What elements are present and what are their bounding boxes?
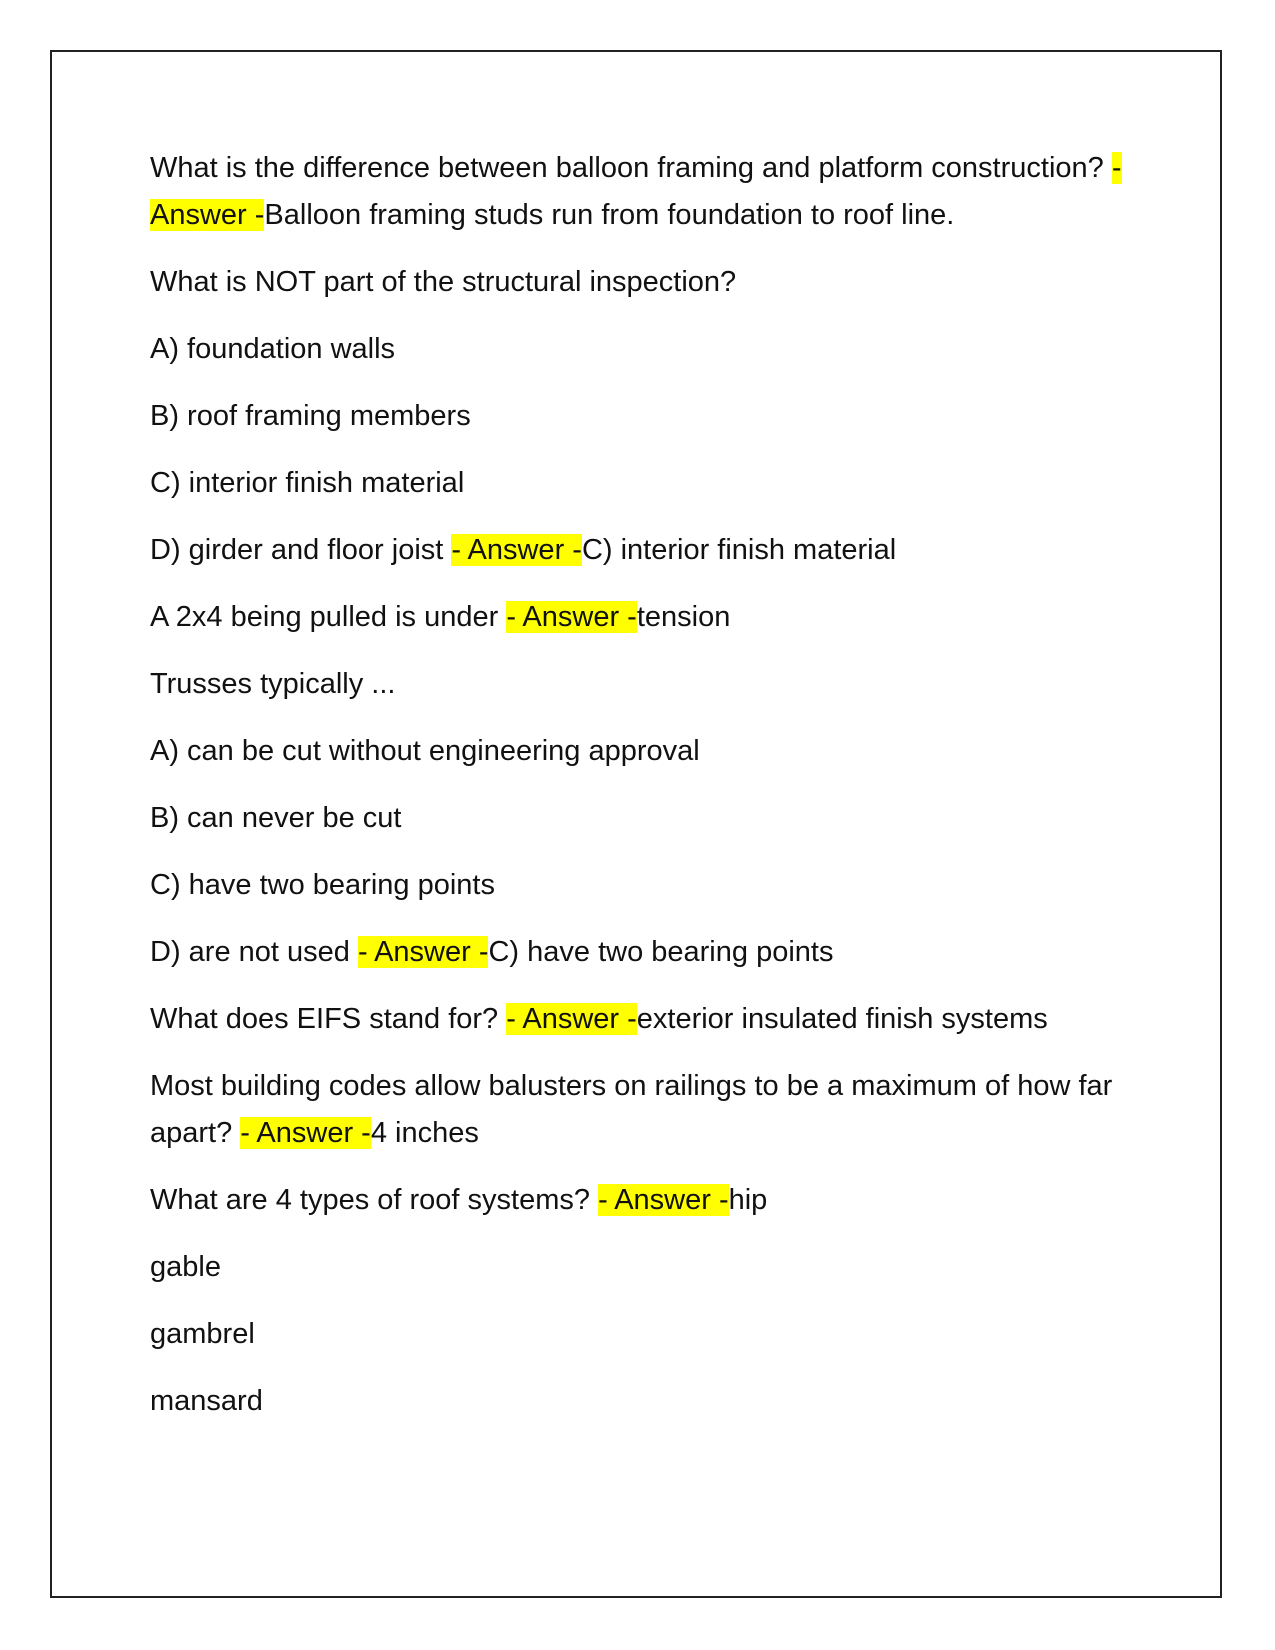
qa-paragraph-2: [150, 259, 1140, 306]
option-paragraph-c: [150, 460, 1140, 507]
list-paragraph-gambrel: [150, 1311, 1140, 1358]
answer-text: mansard: [150, 1385, 263, 1417]
option-text: D) girder and floor joist: [150, 534, 452, 566]
answer-text: exterior insulated finish systems: [636, 1003, 1048, 1035]
option-text: D) are not used: [150, 936, 358, 968]
option-paragraph-b2: [150, 795, 1140, 842]
answer-text: Balloon framing studs run from foundation to roof line.: [264, 199, 955, 231]
qa-paragraph-1: [150, 145, 1140, 239]
qa-paragraph-14: [150, 1063, 1140, 1157]
qa-paragraph-13: [150, 996, 1140, 1043]
answer-highlight: - Answer -: [240, 1117, 371, 1149]
answer-text: gable: [150, 1251, 221, 1283]
question-text: What are 4 types of roof systems?: [150, 1184, 599, 1216]
answer-highlight: - Answer -: [598, 1184, 729, 1216]
qa-paragraph-8: [150, 661, 1140, 708]
answer-highlight: - Answer -: [150, 152, 1122, 231]
question-text: What does EIFS stand for?: [150, 1003, 507, 1035]
option-text: B) can never be cut: [150, 802, 402, 834]
option-paragraph-a2: [150, 728, 1140, 775]
list-paragraph-gable: [150, 1244, 1140, 1291]
answer-text: C) interior finish material: [581, 534, 897, 566]
option-paragraph-b: [150, 393, 1140, 440]
question-text: What is the difference between balloon framing and platform construction?: [150, 152, 1112, 184]
option-text: A) can be cut without engineering approval: [150, 735, 700, 767]
option-text: C) have two bearing points: [150, 869, 495, 901]
answer-text: 4 inches: [370, 1117, 479, 1149]
question-text: A 2x4 being pulled is under: [150, 601, 507, 633]
option-text: A) foundation walls: [150, 333, 396, 365]
answer-highlight: - Answer -: [451, 534, 582, 566]
answer-highlight: - Answer -: [357, 936, 489, 968]
qa-paragraph-12: [150, 929, 1140, 976]
qa-paragraph-15: [150, 1177, 1140, 1224]
option-text: B) roof framing members: [150, 400, 471, 432]
document-body: [150, 145, 1140, 1445]
answer-text: tension: [636, 601, 731, 633]
answer-highlight: - Answer -: [506, 1003, 637, 1035]
option-text: C) interior finish material: [150, 467, 465, 499]
option-paragraph-a: [150, 326, 1140, 373]
question-text: What is NOT part of the structural inspection?: [150, 266, 737, 298]
option-paragraph-c2: [150, 862, 1140, 909]
answer-text: gambrel: [150, 1318, 255, 1350]
answer-text: hip: [728, 1184, 768, 1216]
qa-paragraph-7: [150, 594, 1140, 641]
question-text: Trusses typically ...: [150, 668, 396, 700]
list-paragraph-mansard: [150, 1378, 1140, 1425]
question-text: Most building codes allow balusters on railings to be a maximum of how far apart?: [150, 1070, 1113, 1149]
answer-text: C) have two bearing points: [488, 936, 834, 968]
qa-paragraph-6: [150, 527, 1140, 574]
answer-highlight: - Answer -: [506, 601, 637, 633]
